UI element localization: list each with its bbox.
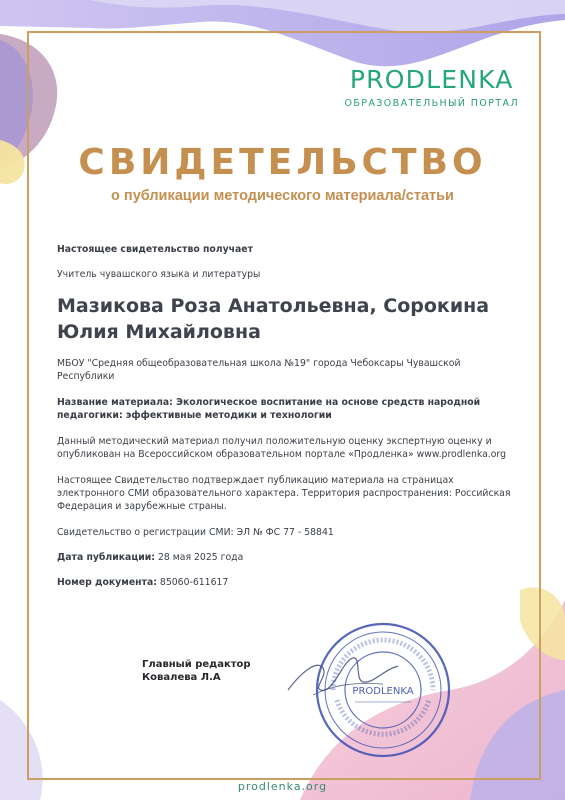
editor-block xyxy=(142,658,251,684)
document-number-label: Номер документа: xyxy=(57,577,157,588)
footer-url: prodlenka.org xyxy=(237,780,328,793)
editor-name: Ковалева Л.А xyxy=(142,672,221,683)
official-stamp xyxy=(313,620,453,760)
editor-role: Главный редактор xyxy=(142,659,251,670)
registration-text: Свидетельство о регистрации СМИ: ЭЛ № ФС 77 - 58841 xyxy=(57,527,334,538)
recipient-position: Учитель чувашского языка и литературы xyxy=(57,269,261,280)
logo-tagline: ОБРАЗОВАТЕЛЬНЫЙ ПОРТАЛ xyxy=(344,98,519,109)
prodlenka-logo xyxy=(344,66,519,109)
publication-date-value: 28 мая 2025 года xyxy=(157,552,244,563)
review-text: Данный методический материал получил положительную оценку экспертную оценку и опубликован на Всероссийском образовательном портале «Продленка» www.prodlenka.org xyxy=(57,436,506,460)
recipient-name: Мазикова Роза Анатольевна, Сорокина Юлия Михайловна xyxy=(57,295,490,343)
document-number-value: 85060-611617 xyxy=(159,577,229,588)
recipient-lead: Настоящее свидетельство получает xyxy=(57,244,253,255)
certificate-body xyxy=(57,243,517,589)
publication-date-label: Дата публикации: xyxy=(57,552,155,563)
material-title: Название материала: Экологическое воспитание на основе средств народной педагогики: эффективные методики и технологии xyxy=(57,397,481,421)
certificate-title: СВИДЕТЕЛЬСТВО xyxy=(78,142,487,183)
document-number xyxy=(57,576,517,589)
confirmation-text: Настоящее Свидетельство подтверждает публикацию материала на страницах электронного СМИ образовательного характера. Территория распространения: Российская Федерация и зарубежные страны. xyxy=(57,475,511,512)
certificate-subtitle: о публикации методического материала/статьи xyxy=(111,188,454,204)
stamp-center-text: PRODLENKA xyxy=(352,686,414,697)
school-name: МБОУ "Средняя общеобразовательная школа №19" города Чебоксары Чувашской Республики xyxy=(57,358,461,382)
logo-wordmark: PRODLENKA xyxy=(349,65,514,94)
publication-date xyxy=(57,551,517,564)
